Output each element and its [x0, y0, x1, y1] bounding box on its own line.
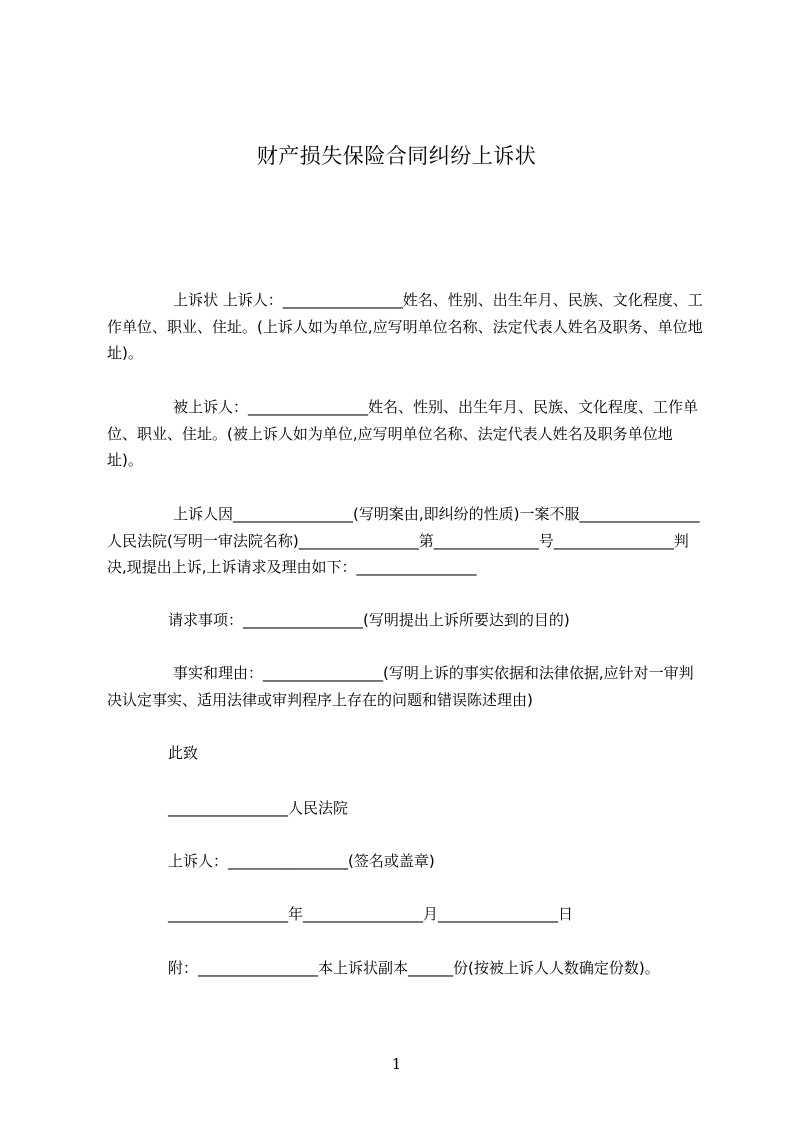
page-number: 1 [391, 1055, 402, 1073]
claims-line: 请求事项：________________(写明提出上诉所要达到的目的) [168, 611, 570, 629]
appellant-paragraph: 上诉状 上诉人：________________姓名、性别、出生年月、民族、文化程度、工作单位、职业、住址。(上诉人如为单位,应写明单位名称、法定代表人姓名及职务、单位地址)。 [107, 291, 703, 362]
court-line: ________________人民法院 [168, 799, 349, 817]
facts-paragraph: 事实和理由：________________(写明上诉的事实依据和法律依据,应针对一审判决认定事实、适用法律或审判程序上存在的问题和错误陈述理由) [107, 664, 694, 709]
cause-paragraph: 上诉人因________________(写明案由,即纠纷的性质)一案不服________________人民法院(写明一审法院名称)________________第______________号________________判决,现提出上诉,上诉请求及理由如下：________________ [107, 505, 700, 576]
attachment-line: 附：________________本上诉状副本______份(按被上诉人人数确定份数)。 [168, 959, 660, 977]
appellee-paragraph: 被上诉人：________________姓名、性别、出生年月、民族、文化程度、工作单位、职业、住址。(被上诉人如为单位,应写明单位名称、法定代表人姓名及职务单位地址)。 [107, 398, 699, 469]
date-line: ________________年________________月________________日 [168, 905, 574, 923]
salutation-line: 此致 [168, 744, 199, 762]
signature-line: 上诉人：________________(签名或盖章) [168, 852, 435, 870]
document-title: 财产损失保险合同纠纷上诉状 [256, 144, 537, 168]
